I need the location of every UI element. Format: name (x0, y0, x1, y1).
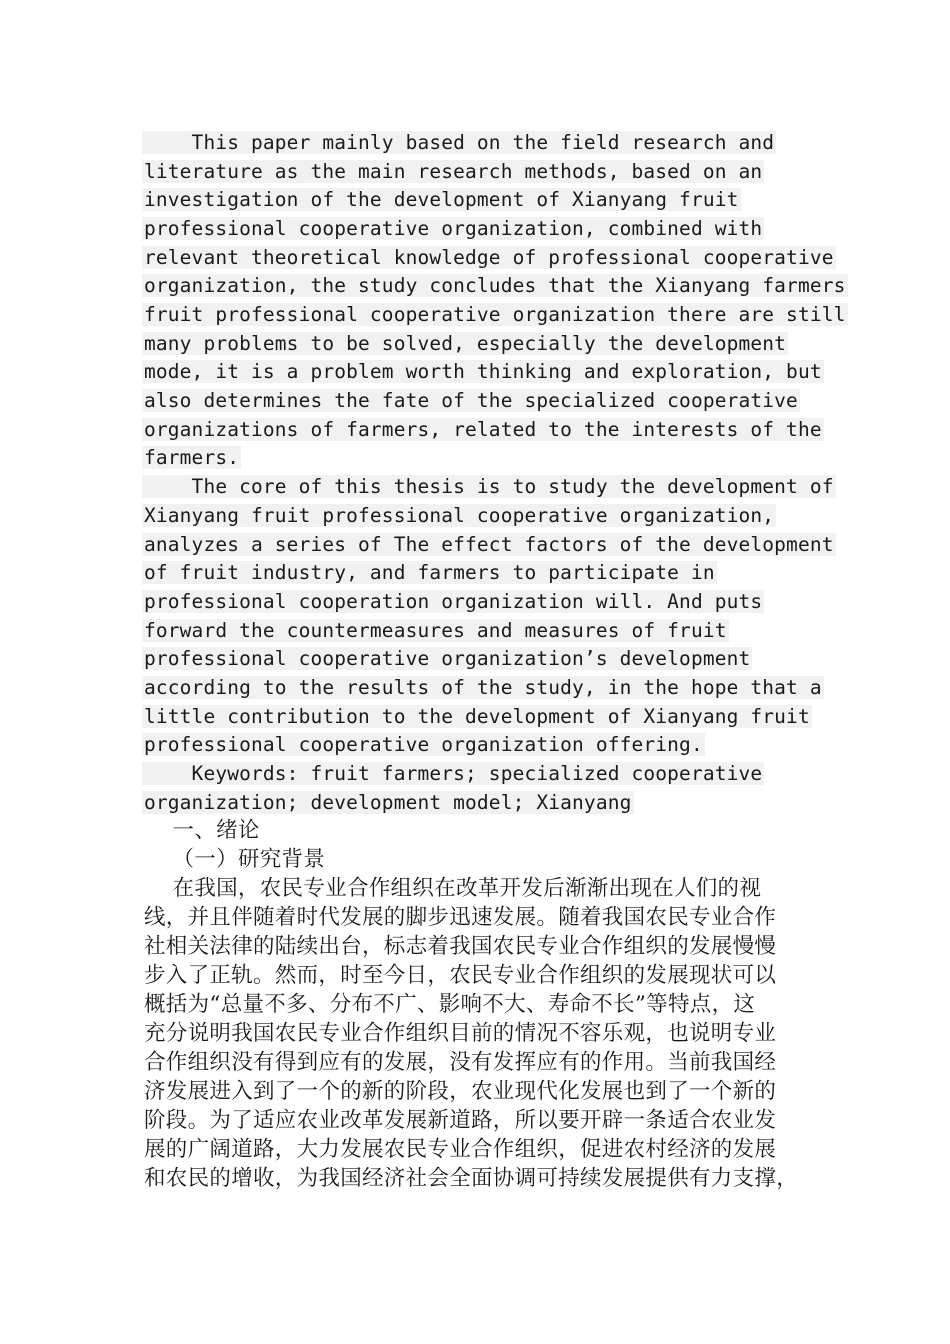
abstract-line: organization, the study concludes that the Xianyang farmers (144, 274, 846, 297)
abstract-line: many problems to be solved, especially the development (144, 332, 787, 355)
body-line: 展的广阔道路，大力发展农民专业合作组织，促进农村经济的发展 (144, 1137, 777, 1162)
body-line: 步入了正轨。然而，时至今日，农民专业合作组织的发展现状可以 (144, 963, 777, 988)
abstract-line: of fruit industry, and farmers to participate in (144, 561, 715, 584)
abstract-line: forward the countermeasures and measures of fruit (144, 619, 727, 642)
abstract-line: professional cooperative organization offering. (144, 733, 703, 756)
body-line: 在我国，农民专业合作组织在改革开发后渐渐出现在人们的视 (144, 876, 762, 901)
abstract-line: professional cooperation organization will. And puts (144, 590, 763, 613)
keywords-line: organization; development model; Xianyang (144, 791, 632, 814)
abstract-line: This paper mainly based on the field research and (144, 131, 775, 154)
abstract-line: professional cooperative organization’s development (144, 647, 751, 670)
abstract-line: professional cooperative organization, combined with (144, 217, 763, 240)
abstract-line: according to the results of the study, in the hope that a (144, 676, 822, 699)
body-line: 阶段。为了适应农业改革发展新道路，所以要开辟一条适合农业发 (144, 1108, 777, 1133)
body-line: 概括为“总量不多、分布不广、影响不大、寿命不长”等特点，这 (144, 992, 756, 1017)
body-line: 充分说明我国农民专业合作组织目前的情况不容乐观，也说明专业 (144, 1021, 777, 1046)
body-line: 线，并且伴随着时代发展的脚步迅速发展。随着我国农民专业合作 (144, 905, 777, 930)
abstract-line: investigation of the development of Xianyang fruit (144, 188, 739, 211)
abstract-line: mode, it is a problem worth thinking and exploration, but (144, 360, 822, 383)
abstract-line: farmers. (144, 446, 240, 469)
body-line: 社相关法律的陆续出台，标志着我国农民专业合作组织的发展慢慢 (144, 934, 777, 959)
keywords-line: Keywords: fruit farmers; specialized cooperative (144, 762, 763, 785)
body-line: 和农民的增收，为我国经济社会全面协调可持续发展提供有力支撑， (144, 1166, 799, 1191)
body-line: 济发展进入到了一个的新的阶段，农业现代化发展也到了一个新的 (144, 1079, 777, 1104)
body-line: 合作组织没有得到应有的发展，没有发挥应有的作用。当前我国经 (144, 1050, 777, 1075)
abstract-line: also determines the fate of the specialized cooperative (144, 389, 798, 412)
abstract-line: relevant theoretical knowledge of professional cooperative (144, 246, 834, 269)
abstract-line: literature as the main research methods, based on an (144, 160, 763, 183)
subsection-heading: （一）研究背景 (144, 847, 326, 872)
abstract-line: Xianyang fruit professional cooperative organization, (144, 504, 775, 527)
abstract-line: analyzes a series of The effect factors of the development (144, 533, 834, 556)
abstract-line: little contribution to the development of Xianyang fruit (144, 705, 810, 728)
abstract-line: organizations of farmers, related to the interests of the (144, 418, 822, 441)
abstract-line: The core of this thesis is to study the development of (144, 475, 834, 498)
abstract-line: fruit professional cooperative organization there are still (144, 303, 846, 326)
section-heading: 一、绪论 (144, 818, 260, 843)
